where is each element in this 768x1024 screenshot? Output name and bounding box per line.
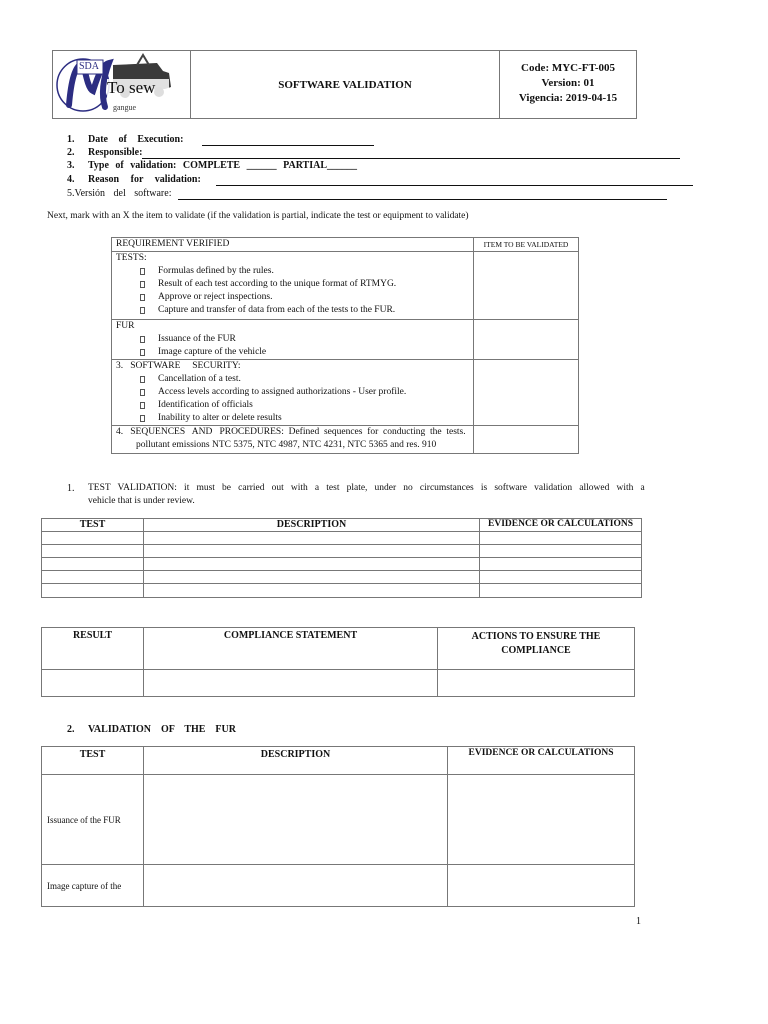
table-row bbox=[42, 775, 635, 865]
req-item-cell[interactable] bbox=[474, 360, 579, 426]
req-group-title: TESTS: bbox=[116, 253, 147, 263]
cell[interactable] bbox=[144, 545, 480, 558]
cell[interactable] bbox=[144, 584, 480, 598]
cell[interactable] bbox=[144, 775, 448, 865]
company-logo bbox=[52, 50, 191, 119]
document-code-box bbox=[500, 50, 637, 119]
actions-line1: ACTIONS TO ENSURE THE bbox=[471, 631, 601, 642]
table-row bbox=[42, 865, 635, 907]
col-header-description: DESCRIPTION bbox=[144, 747, 448, 775]
req-header-verified: REQUIREMENT VERIFIED bbox=[112, 238, 474, 252]
col-header-compliance-statement: COMPLIANCE STATEMENT bbox=[144, 628, 438, 670]
logo-sub-text: gangue bbox=[113, 103, 137, 112]
cell[interactable] bbox=[480, 558, 642, 571]
document-vigencia: Vigencia: 2019-04-15 bbox=[518, 92, 618, 104]
cell[interactable] bbox=[42, 584, 144, 598]
cell[interactable] bbox=[480, 584, 642, 598]
cell[interactable] bbox=[480, 532, 642, 545]
field-responsible-line[interactable] bbox=[142, 158, 680, 159]
actions-line2: COMPLIANCE bbox=[501, 645, 571, 656]
col-header-evidence: EVIDENCE OR CALCULATIONS bbox=[480, 519, 642, 532]
col-header-test: TEST bbox=[42, 747, 144, 775]
table-row bbox=[42, 571, 642, 584]
req-group-title: 3. SOFTWARE SECURITY: bbox=[116, 361, 241, 371]
section2-num: 2. bbox=[67, 724, 75, 735]
cell[interactable] bbox=[144, 532, 480, 545]
field-responsible-num: 2. bbox=[67, 147, 75, 158]
req-item-cell[interactable] bbox=[474, 426, 579, 454]
row-label: Issuance of the FUR bbox=[42, 775, 144, 865]
list-item: Issuance of the FUR bbox=[116, 333, 473, 346]
document-title: SOFTWARE VALIDATION bbox=[191, 50, 500, 119]
field-reason-line[interactable] bbox=[216, 185, 693, 186]
document-code: Code: MYC-FT-005 bbox=[521, 62, 615, 74]
list-item: Identification of officials bbox=[116, 399, 473, 412]
requirements-table bbox=[111, 237, 579, 454]
cell[interactable] bbox=[144, 865, 448, 907]
instruction-text: Next, mark with an X the item to validate (if the validation is partial, indicate the test or equipment to validate) bbox=[47, 211, 469, 221]
col-header-test: TEST bbox=[42, 519, 144, 532]
table-row bbox=[42, 545, 642, 558]
field-version-line[interactable] bbox=[178, 199, 667, 200]
req-item-cell[interactable] bbox=[474, 252, 579, 320]
cell[interactable] bbox=[448, 775, 635, 865]
list-item: Formulas defined by the rules. bbox=[116, 265, 473, 278]
req-group-fur bbox=[112, 320, 474, 360]
req-group-security bbox=[112, 360, 474, 426]
req-group-title: 4. SEQUENCES AND PROCEDURES: Defined sequences for conducting the tests. bbox=[116, 427, 466, 437]
field-responsible-label: Responsible: bbox=[88, 147, 143, 158]
section2-title: VALIDATION OF THE FUR bbox=[88, 724, 236, 735]
req-item-cell[interactable] bbox=[474, 320, 579, 360]
table-row bbox=[42, 670, 635, 697]
col-header-description: DESCRIPTION bbox=[144, 519, 480, 532]
req-group-title: FUR bbox=[116, 321, 135, 331]
document-version: Version: 01 bbox=[541, 77, 595, 89]
list-item: Inability to alter or delete results bbox=[116, 412, 473, 425]
section1-text-line2: vehicle that is under review. bbox=[88, 496, 195, 506]
cell[interactable] bbox=[144, 670, 438, 697]
req-header-item: ITEM TO BE VALIDATED bbox=[474, 238, 579, 252]
cell[interactable] bbox=[144, 571, 480, 584]
cell[interactable] bbox=[448, 865, 635, 907]
list-item: Image capture of the vehicle bbox=[116, 346, 473, 359]
col-header-actions bbox=[438, 628, 635, 670]
field-reason-label: Reason for validation: bbox=[88, 174, 201, 185]
field-reason-num: 4. bbox=[67, 174, 75, 185]
page-number: 1 bbox=[636, 916, 641, 927]
cell[interactable] bbox=[42, 558, 144, 571]
cell[interactable] bbox=[480, 571, 642, 584]
cell[interactable] bbox=[144, 558, 480, 571]
table-row bbox=[42, 584, 642, 598]
col-header-evidence: EVIDENCE OR CALCULATIONS bbox=[448, 747, 635, 775]
field-version-label: 5.Versión del software: bbox=[67, 188, 172, 199]
list-item: Result of each test according to the unique format of RTMYG. bbox=[116, 278, 473, 291]
req-group-sequences bbox=[112, 426, 474, 454]
req-group-tests bbox=[112, 252, 474, 320]
cell[interactable] bbox=[42, 545, 144, 558]
test-validation-table bbox=[41, 518, 642, 598]
cell[interactable] bbox=[480, 545, 642, 558]
logo-main-text: To sew bbox=[107, 78, 156, 97]
cell[interactable] bbox=[438, 670, 635, 697]
field-date-num: 1. bbox=[67, 134, 75, 145]
list-item: Capture and transfer of data from each of the tests to the FUR. bbox=[116, 304, 473, 317]
field-date-label: Date of Execution: bbox=[88, 134, 184, 145]
cell[interactable] bbox=[42, 532, 144, 545]
req-group-subtitle: pollutant emissions NTC 5375, NTC 4987, NTC 4231, NTC 5365 and res. 910 bbox=[136, 440, 437, 450]
result-table bbox=[41, 627, 635, 697]
list-item: Cancellation of a test. bbox=[116, 373, 473, 386]
section1-num: 1. bbox=[67, 483, 75, 494]
list-item: Access levels according to assigned authorizations - User profile. bbox=[116, 386, 473, 399]
field-type-num: 3. bbox=[67, 160, 75, 171]
fur-validation-table bbox=[41, 746, 635, 907]
table-row bbox=[42, 558, 642, 571]
field-type-label: Type of validation: COMPLETE ______ PARTIAL______ bbox=[88, 160, 358, 171]
table-row bbox=[42, 532, 642, 545]
section1-text-line1: TEST VALIDATION: it must be carried out with a test plate, under no circumstances is software validation allowed with a bbox=[88, 483, 645, 493]
row-label: Image capture of the bbox=[42, 865, 144, 907]
cell[interactable] bbox=[42, 571, 144, 584]
logo-sda-text: SDA bbox=[79, 61, 100, 72]
col-header-result: RESULT bbox=[42, 628, 144, 670]
field-date-line[interactable] bbox=[202, 145, 374, 146]
list-item: Approve or reject inspections. bbox=[116, 291, 473, 304]
cell[interactable] bbox=[42, 670, 144, 697]
